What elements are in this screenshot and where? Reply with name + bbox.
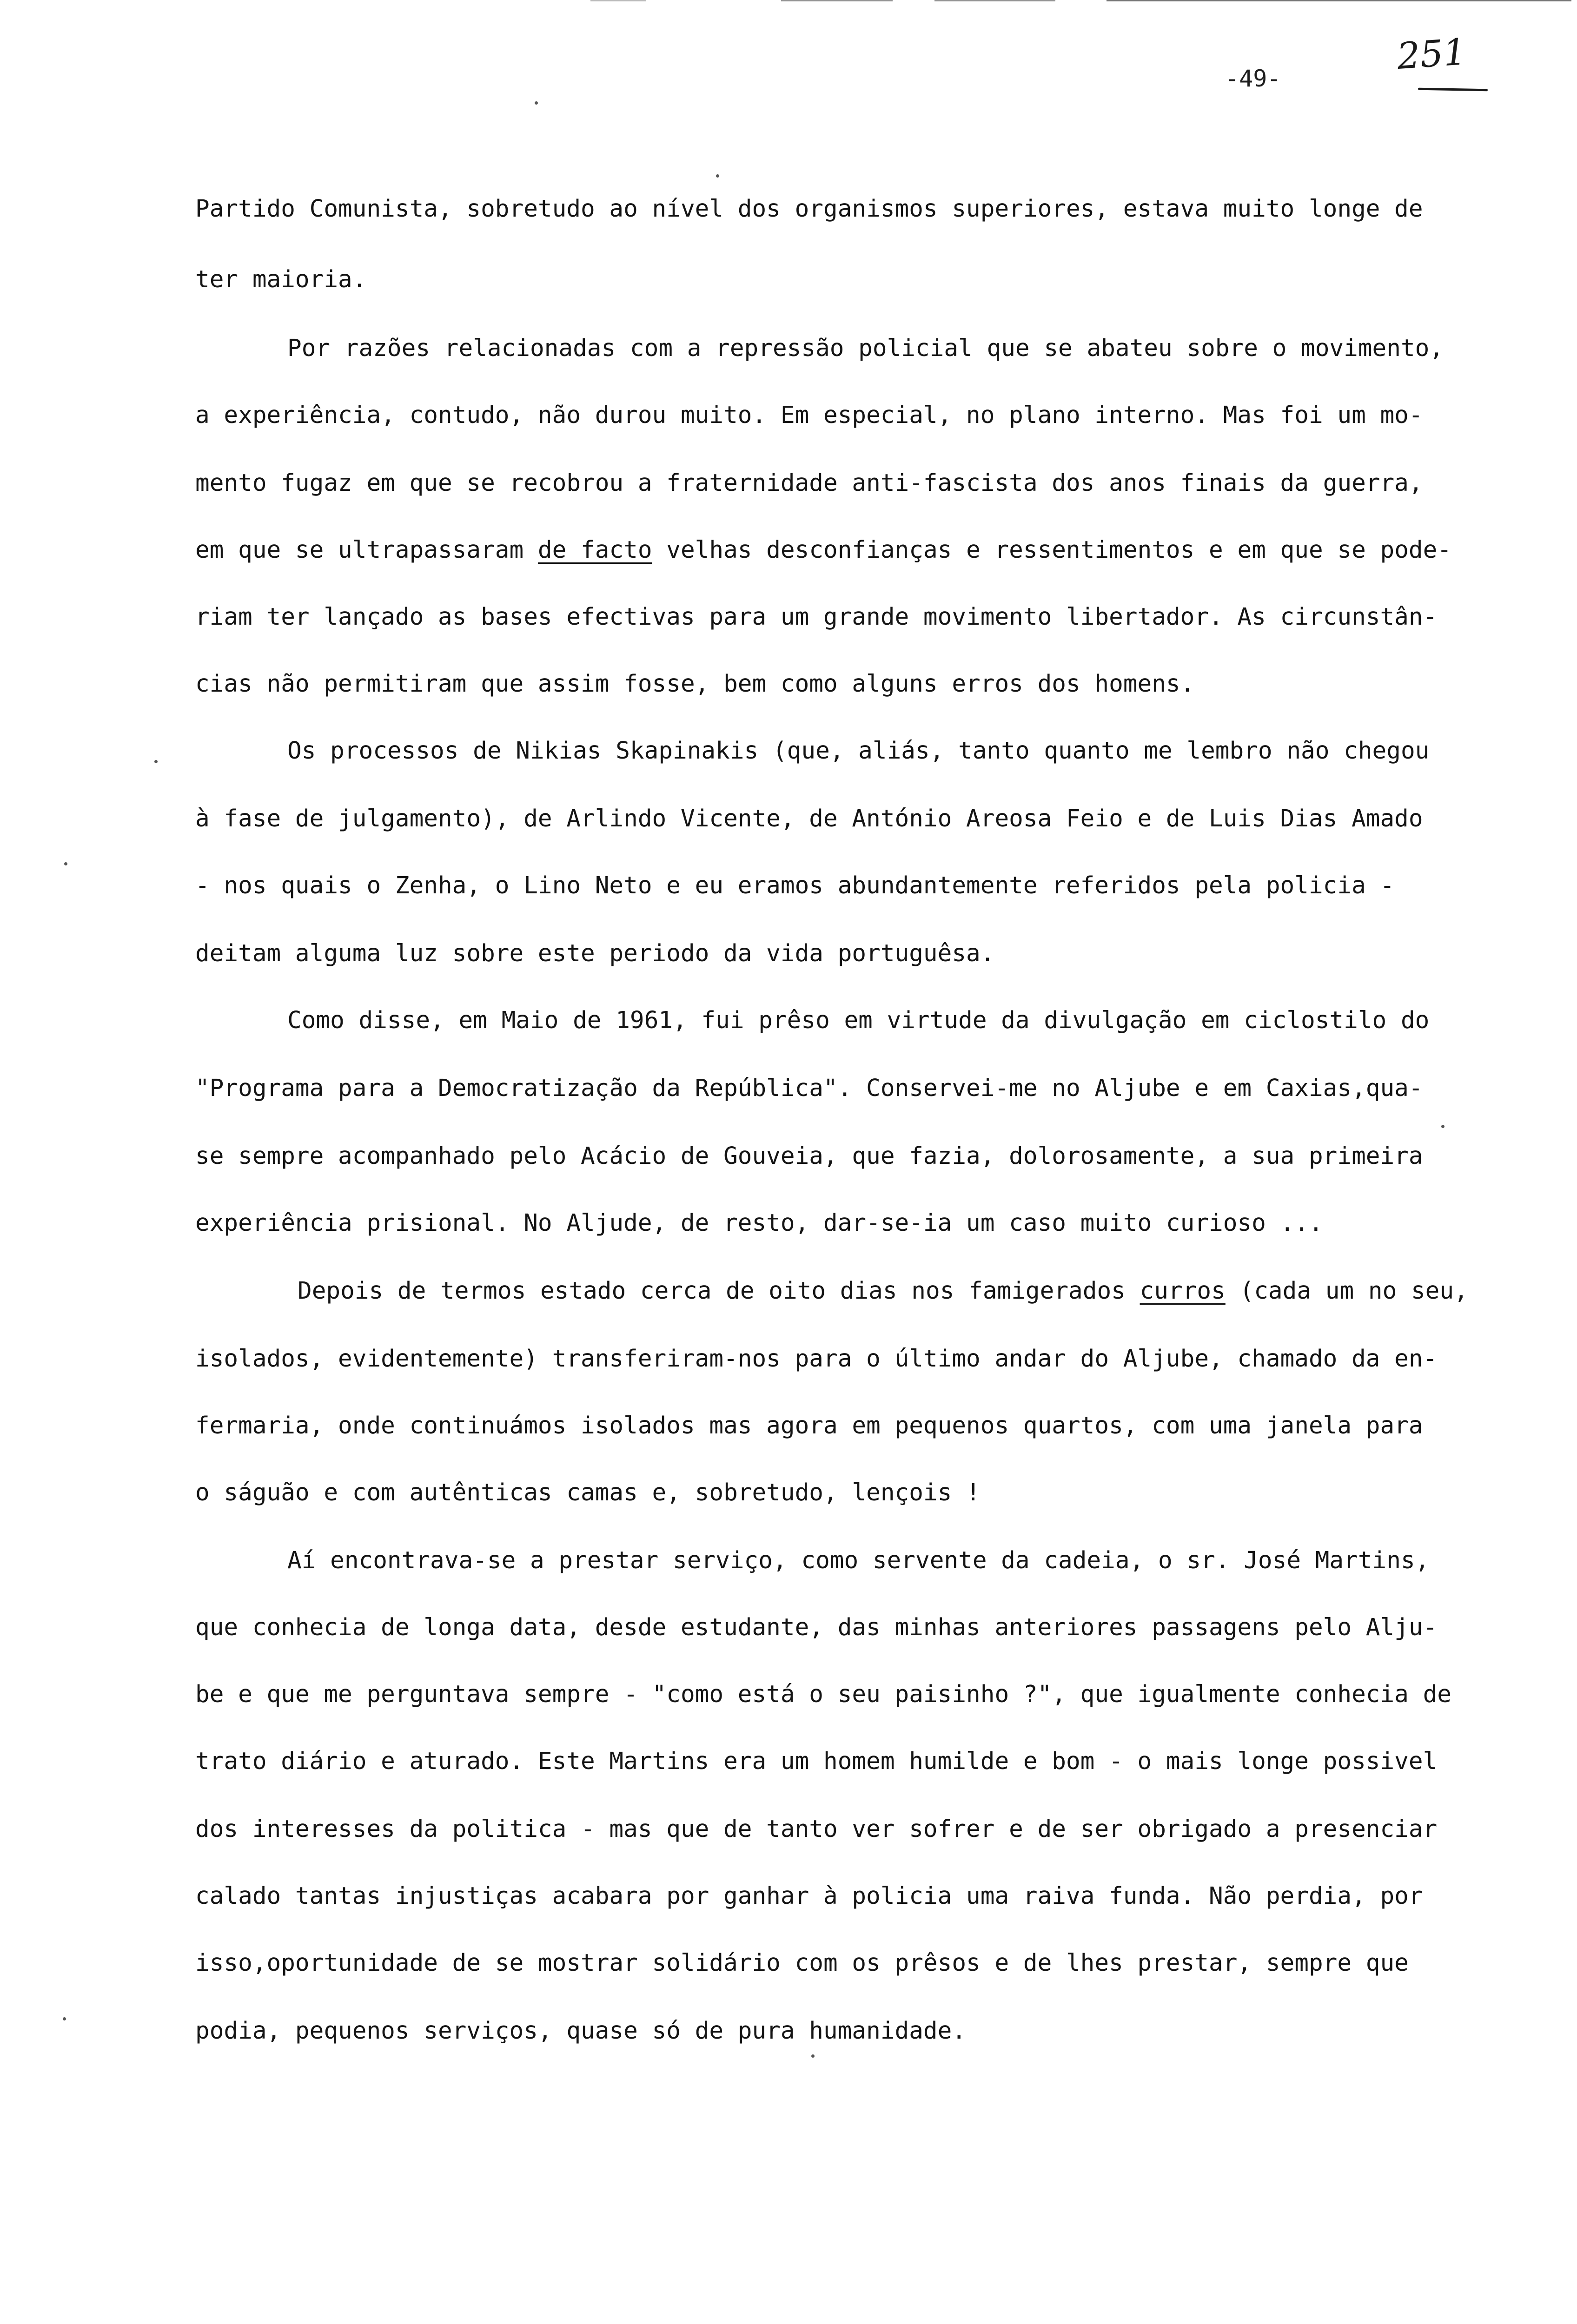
text-line: a experiência, contudo, não durou muito. Em especial, no plano interno. Mas foi um mo- [195, 402, 1423, 429]
text-line [195, 535, 1451, 565]
text-line: podia, pequenos serviços, quase só de pura humanidade. [195, 2017, 967, 2045]
scan-speck [1441, 1125, 1444, 1128]
scan-speck [811, 2054, 815, 2058]
text-line: trato diário e aturado. Este Martins era um homem humilde e bom - o mais longe possivel [195, 1748, 1438, 1775]
handwritten-page-number: 251 [1396, 31, 1468, 78]
scan-speck [716, 174, 719, 178]
text-line [298, 1276, 1468, 1306]
text-line: dos interesses da politica - mas que de tanto ver sofrer e de ser obrigado a presenciar [195, 1816, 1438, 1843]
underlined-text: curros [1140, 1277, 1226, 1305]
text-line: Como disse, em Maio de 1961, fui prêso em virtude da divulgação em ciclostilo do [287, 1007, 1430, 1034]
handwritten-underline [1418, 88, 1488, 92]
text-line: - nos quais o Zenha, o Lino Neto e eu eramos abundantemente referidos pela policia - [195, 872, 1395, 899]
text-line: à fase de julgamento), de Arlindo Vicente, de António Areosa Feio e de Luis Dias Amado [195, 805, 1423, 832]
text-segment: (cada um no seu, [1225, 1277, 1468, 1305]
text-line: riam ter lançado as bases efectivas para um grande movimento libertador. As circunstân- [195, 603, 1438, 631]
text-line: Os processos de Nikias Skapinakis (que, aliás, tanto quanto me lembro não chegou [287, 737, 1430, 765]
text-line: que conhecia de longa data, desde estudante, das minhas anteriores passagens pelo Alju- [195, 1614, 1438, 1641]
text-segment: Depois de termos estado cerca de oito dias nos famigerados [298, 1277, 1140, 1305]
text-line: mento fugaz em que se recobrou a fraternidade anti-fascista dos anos finais da guerra, [195, 469, 1423, 497]
scan-speck [154, 760, 158, 763]
text-line: isolados, evidentemente) transferiram-nos para o último andar do Aljube, chamado da en- [195, 1345, 1438, 1373]
text-line: deitam alguma luz sobre este periodo da vida portuguêsa. [195, 940, 995, 967]
scan-rule [1107, 0, 1571, 1]
page-number: -49- [1225, 65, 1281, 92]
scan-rule [781, 0, 893, 1]
text-line: be e que me perguntava sempre - "como está o seu paisinho ?", que igualmente conhecia de [195, 1681, 1452, 1708]
text-line: fermaria, onde continuámos isolados mas agora em pequenos quartos, com uma janela para [195, 1412, 1423, 1439]
text-line: experiência prisional. No Aljude, de resto, dar-se-ia um caso muito curioso ... [195, 1209, 1323, 1237]
text-line: Partido Comunista, sobretudo ao nível dos organismos superiores, estava muito longe de [195, 195, 1423, 223]
text-line: o ságuão e com autênticas camas e, sobretudo, lençois ! [195, 1479, 981, 1506]
scan-rule [934, 0, 1055, 1]
scan-speck [64, 862, 67, 865]
scan-speck [63, 2017, 66, 2020]
text-line: Por razões relacionadas com a repressão policial que se abateu sobre o movimento, [287, 335, 1444, 362]
text-line: isso,oportunidade de se mostrar solidário com os prêsos e de lhes prestar, sempre que [195, 1949, 1409, 1977]
text-line: "Programa para a Democratização da República". Conservei-me no Aljube e em Caxias,qua- [195, 1075, 1423, 1102]
scan-rule [590, 0, 646, 1]
underlined-text: de facto [537, 536, 652, 564]
text-line: ter maioria. [195, 266, 367, 293]
text-line: Aí encontrava-se a prestar serviço, como servente da cadeia, o sr. José Martins, [287, 1547, 1430, 1574]
text-line: calado tantas injustiças acabara por ganhar à policia uma raiva funda. Não perdia, por [195, 1882, 1423, 1910]
scan-speck [535, 101, 538, 105]
text-line: cias não permitiram que assim fosse, bem como alguns erros dos homens. [195, 670, 1195, 698]
text-segment: velhas desconfianças e ressentimentos e em que se pode- [652, 536, 1452, 564]
text-line: se sempre acompanhado pelo Acácio de Gouveia, que fazia, dolorosamente, a sua primeira [195, 1142, 1423, 1170]
text-segment: em que se ultrapassaram [195, 536, 538, 564]
